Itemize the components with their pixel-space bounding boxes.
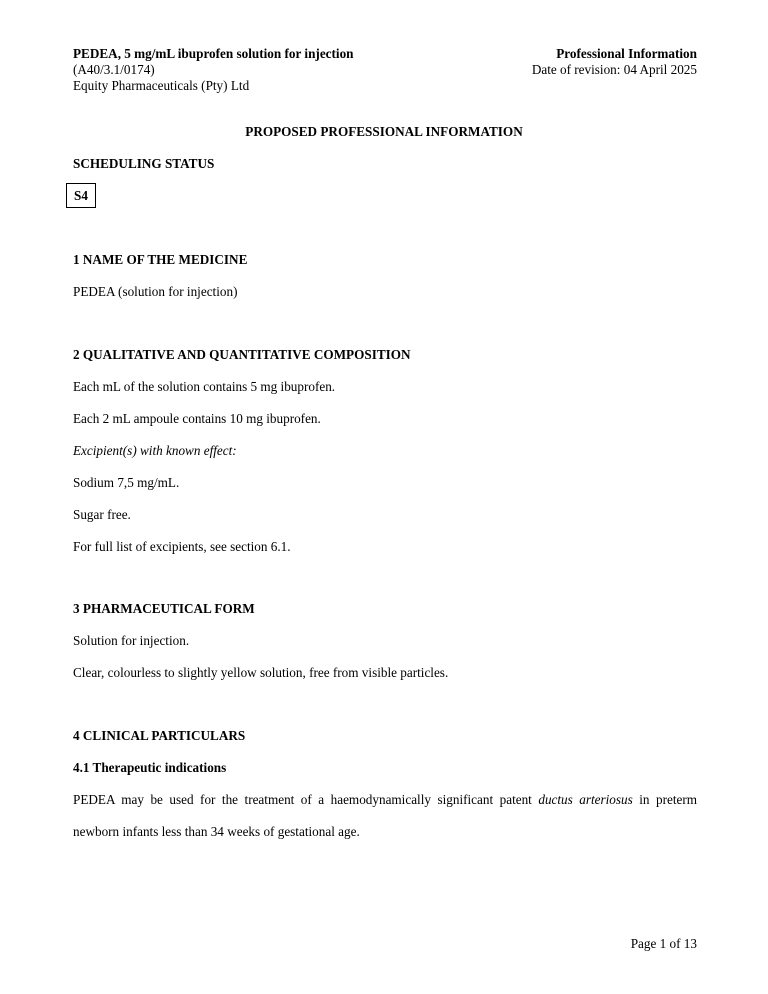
scheduling-status-box: S4 — [66, 183, 96, 208]
form-line: Clear, colourless to slightly yellow solution, free from visible particles. — [73, 665, 449, 680]
section4-1-heading: 4.1 Therapeutic indications — [73, 760, 227, 775]
excipients-label: Excipient(s) with known effect: — [73, 443, 237, 458]
indications-text: PEDEA may be used for the treatment of a haemodynamically significant patent — [73, 792, 532, 807]
ductus-arteriosus-term: ductus arteriosus — [538, 792, 633, 807]
company-name: Equity Pharmaceuticals (Pty) Ltd — [73, 78, 250, 93]
main-title: PROPOSED PROFESSIONAL INFORMATION — [245, 124, 523, 139]
indications-paragraph-line2: newborn infants less than 34 weeks of gestational age. — [73, 824, 360, 839]
section1-text: PEDEA (solution for injection) — [73, 284, 238, 299]
section3-heading: 3 PHARMACEUTICAL FORM — [73, 601, 255, 616]
section2-heading: 2 QUALITATIVE AND QUANTITATIVE COMPOSITION — [73, 347, 411, 362]
reference-number: (A40/3.1/0174) — [73, 62, 155, 77]
form-line: Solution for injection. — [73, 633, 190, 648]
product-title: PEDEA, 5 mg/mL ibuprofen solution for injection — [73, 46, 354, 61]
composition-line: Sodium 7,5 mg/mL. — [73, 475, 180, 490]
revision-date: Date of revision: 04 April 2025 — [531, 62, 697, 77]
section4-heading: 4 CLINICAL PARTICULARS — [73, 728, 246, 743]
indications-paragraph-line1 — [73, 792, 697, 808]
doc-type: Professional Information — [556, 46, 697, 61]
indications-text: in preterm — [639, 792, 698, 807]
composition-line: Sugar free. — [73, 507, 131, 522]
page-number: Page 1 of 13 — [630, 936, 697, 951]
scheduling-heading: SCHEDULING STATUS — [73, 156, 215, 171]
composition-line: For full list of excipients, see section 6.1. — [73, 539, 291, 554]
composition-line: Each mL of the solution contains 5 mg ibuprofen. — [73, 379, 336, 394]
composition-line: Each 2 mL ampoule contains 10 mg ibuprofen. — [73, 411, 321, 426]
section1-heading: 1 NAME OF THE MEDICINE — [73, 252, 248, 267]
